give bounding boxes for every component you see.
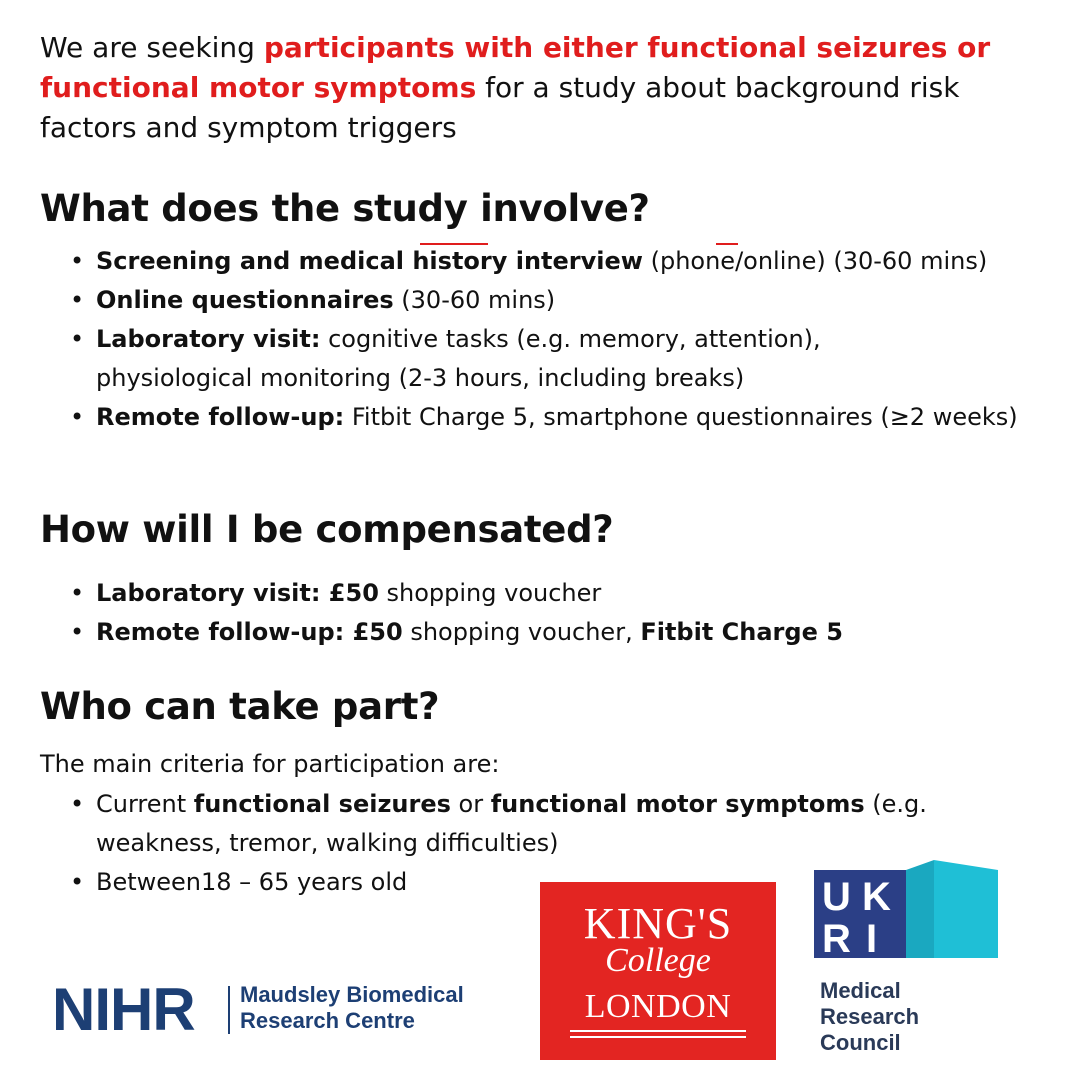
ukri-logo bbox=[814, 860, 998, 960]
compensation-heading: How will I be compensated? bbox=[40, 508, 614, 551]
nihr-centre-name: Maudsley Biomedical Research Centre bbox=[240, 982, 464, 1033]
logo-divider bbox=[228, 986, 230, 1034]
kcl-logo: KING'S College LONDON bbox=[540, 882, 776, 1060]
svg-text:R: R bbox=[822, 917, 851, 960]
involve-heading: What does the study involve? bbox=[40, 187, 650, 230]
list-item: • Remote follow-up: £50 shopping voucher, Fitbit Charge 5 bbox=[56, 613, 1056, 652]
intro-suffix: for a study about background risk factors and symptom triggers bbox=[40, 71, 960, 144]
compensation-list bbox=[56, 574, 1056, 652]
list-item: • Laboratory visit: cognitive tasks (e.g. memory, attention), physiological monitoring (2-3 hours, including breaks) bbox=[56, 320, 936, 398]
svg-text:I: I bbox=[866, 917, 878, 960]
list-item: • Laboratory visit: £50 shopping voucher bbox=[56, 574, 1056, 613]
mrc-name: Medical Research Council bbox=[820, 978, 920, 1055]
eligibility-heading: Who can take part? bbox=[40, 685, 440, 728]
eligibility-intro: The main criteria for participation are: bbox=[40, 750, 500, 778]
list-item: • Current functional seizures or functional motor symptoms (e.g. weakness, tremor, walking difficulties) bbox=[56, 785, 1036, 863]
svg-text:U: U bbox=[822, 875, 851, 919]
svg-text:K: K bbox=[862, 875, 891, 919]
nihr-logo bbox=[52, 976, 502, 1043]
logo-rule bbox=[570, 1030, 746, 1032]
logo-rule bbox=[570, 1036, 746, 1038]
list-item: • Remote follow-up: Fitbit Charge 5, smartphone questionnaires (≥2 weeks) bbox=[56, 398, 1026, 437]
list-item: • Screening and medical history interview (phone/online) (30-60 mins) bbox=[56, 242, 1056, 281]
intro-highlight: participants with either functional seizures or functional motor symptoms bbox=[40, 31, 991, 104]
list-item: • Between18 – 65 years old bbox=[56, 863, 1056, 902]
intro-prefix: We are seeking bbox=[40, 31, 264, 64]
intro-paragraph bbox=[40, 28, 1050, 148]
involve-list bbox=[56, 242, 1056, 437]
list-item: • Online questionnaires (30-60 mins) bbox=[56, 281, 1056, 320]
nihr-wordmark: NIHR bbox=[52, 976, 195, 1043]
